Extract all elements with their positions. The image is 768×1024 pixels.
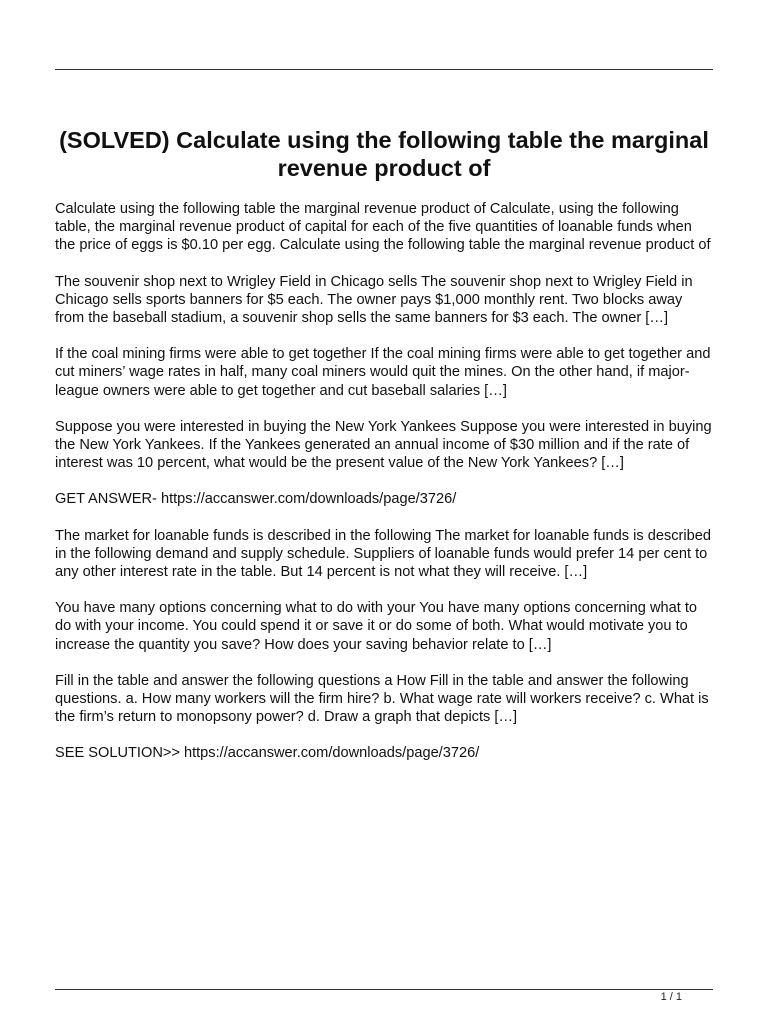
paragraph-coal-mining: If the coal mining firms were able to get together If the coal mining firms were able to get together and cut miners’ wage rates in half, many coal miners would quit the mines. On the other hand, if major-league owners were able to get together and cut baseball salaries […] [55, 346, 711, 399]
footer-divider [55, 989, 713, 990]
paragraph-new-york-yankees: Suppose you were interested in buying the New York Yankees Suppose you were interested in buying the New York Yankees. If the Yankees generated an annual income of $30 million and if the rate of interest was 10 percent, what would be the present value of the New York Yankees? […] [55, 418, 712, 472]
document-body [55, 200, 715, 781]
paragraph-marginal-revenue-product: Calculate using the following table the marginal revenue product of Calculate, using the following table, the marginal revenue product of capital for each of the five quantities of loanable funds when the price of eggs is $0.10 per egg. Calculate using the following table the marginal revenue product of [55, 201, 711, 254]
page-title: (SOLVED) Calculate using the following table the marginal revenue product of [59, 127, 709, 181]
page-indicator: 1 / 1 [660, 991, 682, 1003]
paragraph-saving-options: You have many options concerning what to do with your You have many options concerning what to do with your income. You could spend it or save it or do some of both. What would motivate you to increase the quantity you save? How does your saving behavior relate to […] [55, 600, 698, 653]
header-divider [55, 69, 713, 70]
see-solution-link[interactable]: SEE SOLUTION>> https://accanswer.com/downloads/page/3726/ [55, 745, 480, 762]
paragraph-loanable-funds: The market for loanable funds is described in the following The market for loanable funds is described in the following demand and supply schedule. Suppliers of loanable funds would prefer 14 per cent to any other interest rate in the table. But 14 percent is not what they will receive. […] [55, 527, 711, 581]
paragraph-souvenir-shop: The souvenir shop next to Wrigley Field in Chicago sells The souvenir shop next to Wrigley Field in Chicago sells sports banners for $5 each. The owner pays $1,000 monthly rent. Two blocks away from the baseball stadium, a souvenir shop sells the same banners for $3 each. The owner […] [55, 273, 693, 327]
get-answer-link[interactable]: GET ANSWER- https://accanswer.com/downloads/page/3726/ [55, 491, 457, 508]
paragraph-monopsony-table: Fill in the table and answer the following questions a How Fill in the table and answer the following questions. a. How many workers will the firm hire? b. What wage rate will workers receive? c. What is the firm’s return to monopsony power? d. Draw a graph that depicts […] [55, 672, 709, 726]
